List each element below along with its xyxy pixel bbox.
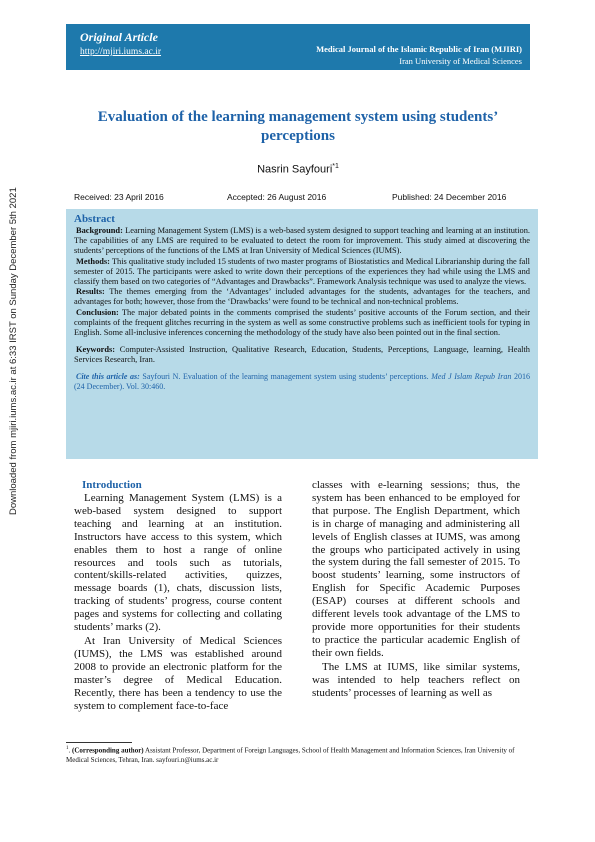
keywords-text: Computer-Assisted Instruction, Qualitative Research, Education, Students, Perceptions, Language, learning, Health Services Research, Iran. bbox=[74, 345, 530, 365]
methods-text: This qualitative study included 15 students of two master programs of Biostatistics and Medical Librarianship during the fall semester of 2015. The participants were asked to write down their perceptions of the experiences they had while using the LMS and classify them based on two categories of “Advantages and Drawbacks”. Framework Analysis technique was used to analyze the views. bbox=[74, 256, 530, 287]
header-left bbox=[80, 30, 161, 57]
introduction-heading: Introduction bbox=[82, 479, 142, 491]
conclusion-label: Conclusion: bbox=[76, 307, 119, 317]
cite-this-article bbox=[74, 372, 530, 392]
footnote-sup: 1 bbox=[66, 746, 69, 751]
author-sup: *1 bbox=[332, 163, 339, 170]
article-type: Original Article bbox=[80, 30, 158, 44]
download-watermark: Downloaded from mjiri.iums.ac.ir at 6:33 IRST on Sunday December 5th 2021 bbox=[8, 187, 19, 515]
received-date: Received: 23 April 2016 bbox=[74, 192, 164, 202]
author-line bbox=[70, 163, 526, 176]
accepted-date: Accepted: 26 August 2016 bbox=[227, 192, 327, 202]
body-column-left bbox=[74, 479, 282, 712]
cite-label: Cite this article as: bbox=[76, 371, 140, 381]
background-text: Learning Management System (LMS) is a web-based system designed to support teaching and learning at an institution. The capabilities of any LMS are required to be evaluated to detect the room for improvement. This study aimed at discovering the students’ perceptions of the functions of the LMS at Iran University of Medical Sciences (IUMS). bbox=[74, 226, 531, 256]
header-right bbox=[316, 44, 522, 67]
methods-label: Methods: bbox=[76, 256, 110, 266]
results-text: The themes emerging from the ‘Advantages’ included advantages for the students, advantages for the teachers, and advantages for both; however, those from the ‘Drawbacks’ were found to be technical and non-technical problems. bbox=[74, 287, 530, 307]
body-column-right bbox=[312, 479, 520, 699]
abstract-methods bbox=[74, 257, 530, 288]
abstract-results bbox=[74, 287, 530, 307]
abstract-conclusion bbox=[74, 308, 530, 339]
body-paragraph: classes with e-learning sessions; thus, the system has been enhanced to be employed for that purpose. The English Department, which is in charge of managing and administering all levels of English classes at IUMS, was among the groups who participated actively in using the system during the fall semester of 2015. To boost students’ learning, some instructors of English for Specific Academic Purposes (ESAP) courses at different schools and different levels took advantage of the LMS to provide more opportunities for their students to practice the particular academic English of their own fields. bbox=[312, 479, 520, 659]
journal-name: Medical Journal of the Islamic Republic of Iran (MJIRI) bbox=[316, 44, 522, 54]
keywords-label: Keywords: bbox=[76, 345, 116, 355]
article-title: Evaluation of the learning management system using students’ perceptions bbox=[97, 109, 499, 144]
footnote-divider bbox=[66, 742, 132, 743]
abstract-box bbox=[66, 209, 538, 459]
body-paragraph: At Iran University of Medical Sciences (IUMS), the LMS was established around 2008 to provide an electronic platform for the master’s degree of Medical Education. Recently, there has been a tendency to use the system to complement face-to-face bbox=[74, 634, 282, 712]
footnote: $^1$. (Corresponding author) Assistant Professor, Department of Foreign Languages, School of Health Management and Information Sciences, Iran University of Medical Sciences, Tehran, Iran. sayfouri.n@iums.ac.ir bbox=[66, 746, 515, 764]
author-name: Nasrin Sayfouri bbox=[257, 163, 333, 176]
cite-text: Sayfouri N. Evaluation of the learning management system using students’ perceptions. bbox=[142, 371, 429, 381]
body-paragraph: Learning Management System (LMS) is a web-based system designed to support teaching and learning at an institution. Instructors have access to this system, which enables them to host a range of online resources and tools such as tutorials, content/skills-related activities, quizzes, message boards (1), chats, discussion lists, tracking of students’ progress, course content pages and systems for collecting and collating students’ marks (2). bbox=[74, 492, 282, 634]
journal-header-bar bbox=[66, 24, 530, 70]
conclusion-text: The major debated points in the comments comprised the students’ positive accounts of the Forum section, and their complaints of the frequent glitches recurring in the system as well as some constructive problems such as inefficient tools for typing in English. Some all-inclusive inferences concerning the methodology of the study have also been pointed out in the final section. bbox=[74, 307, 530, 338]
footnote-label: (Corresponding author) bbox=[72, 746, 144, 755]
cite-journal: Med J Islam Repub Iran bbox=[431, 371, 512, 381]
footnote-text: Assistant Professor, Department of Foreign Languages, School of Health Management and Information Sciences, Iran University of Medical Sciences, Tehran, Iran. sayfouri.n@iums.ac.ir bbox=[66, 746, 515, 764]
body-paragraph: The LMS at IUMS, like similar systems, was intended to help teachers reflect on students’ processes of learning as well as bbox=[312, 660, 520, 699]
journal-url-link[interactable]: http://mjiri.iums.ac.ir bbox=[80, 47, 162, 57]
university-name: Iran University of Medical Sciences bbox=[399, 55, 522, 66]
published-date: Published: 24 December 2016 bbox=[392, 192, 507, 202]
background-label: Background: bbox=[76, 226, 123, 235]
abstract-keywords bbox=[74, 345, 530, 365]
dates-row bbox=[74, 192, 526, 204]
results-label: Results: bbox=[76, 287, 105, 297]
abstract-background bbox=[74, 226, 530, 257]
cite-tail: 2016 (24 December). Vol. 30:460. bbox=[74, 371, 531, 391]
abstract-heading: Abstract bbox=[74, 213, 115, 225]
